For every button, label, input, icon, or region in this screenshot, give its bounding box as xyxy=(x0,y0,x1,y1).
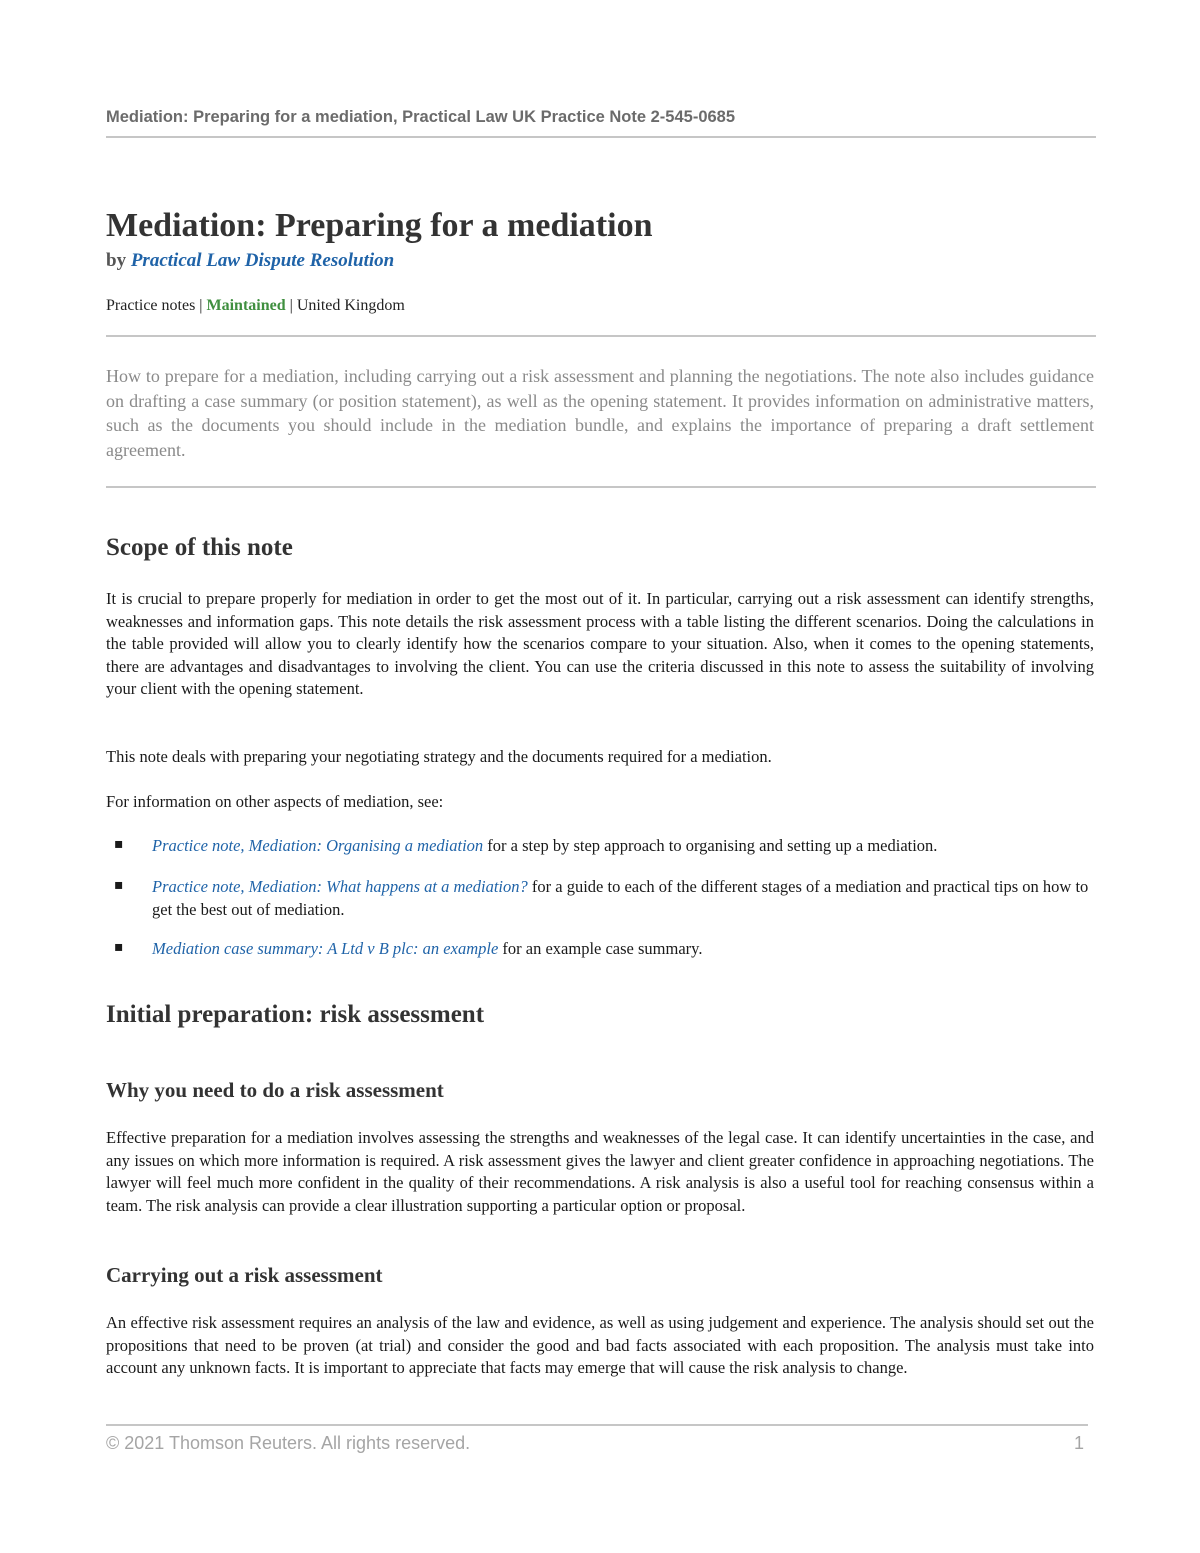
case-summary-link[interactable]: Mediation case summary: A Ltd v B plc: an example xyxy=(152,939,499,958)
byline-prefix: by xyxy=(106,250,131,271)
bullet-glyph: ▪ xyxy=(114,836,124,852)
meta-separator: | xyxy=(285,297,297,314)
author-link[interactable]: Practical Law Dispute Resolution xyxy=(130,250,395,271)
meta-jurisdiction: United Kingdom xyxy=(296,297,405,314)
list-item-text: for an example case summary. xyxy=(498,939,703,958)
list-item xyxy=(114,876,1094,921)
header-divider xyxy=(106,136,1096,138)
abstract: How to prepare for a mediation, including carrying out a risk assessment and planning the negotiations. The note also includes guidance on drafting a case summary (or position statement), as well as the opening statement. It provides information on administrative matters, such as the documents you should include in the mediation bundle, and explains the importance of preparing a draft settlement agreement. xyxy=(106,366,1094,460)
meta-separator: | xyxy=(195,297,207,314)
practice-note-link[interactable]: Practice note, Mediation: What happens at a mediation? xyxy=(152,877,528,896)
why-paragraph: Effective preparation for a mediation involves assessing the strengths and weaknesses of the legal case. It can identify uncertainties in the case, and any issues on which more information is required. A risk assessment gives the lawyer and client greater confidence in approaching negotiations. The lawyer will feel much more confident in the quality of their recommendations. A risk analysis is also a useful tool for reaching consensus within a team. The risk analysis can provide a clear illustration supporting a particular option or proposal. xyxy=(106,1128,1094,1215)
bullet-glyph: ▪ xyxy=(114,877,124,893)
list-item xyxy=(114,938,1094,961)
meta-type: Practice notes xyxy=(106,297,196,314)
document-title: Mediation: Preparing for a mediation xyxy=(106,207,653,244)
page-number: 1 xyxy=(1074,1433,1085,1453)
list-item-text: for a step by step approach to organising and setting up a mediation. xyxy=(483,836,938,855)
footer-copyright: © 2021 Thomson Reuters. All rights reserved. xyxy=(106,1433,471,1453)
footer-divider xyxy=(106,1424,1088,1426)
byline xyxy=(106,250,394,272)
subheading-carrying-out: Carrying out a risk assessment xyxy=(106,1263,383,1287)
section-heading-risk: Initial preparation: risk assessment xyxy=(106,1001,485,1028)
abstract-divider xyxy=(106,486,1096,488)
section-heading-scope: Scope of this note xyxy=(106,534,293,561)
running-header: Mediation: Preparing for a mediation, Practical Law UK Practice Note 2-545-0685 xyxy=(106,108,736,126)
list-item xyxy=(114,835,1094,858)
practice-note-link[interactable]: Practice note, Mediation: Organising a mediation xyxy=(152,836,484,855)
scope-paragraph-2: This note deals with preparing your negotiating strategy and the documents required for a mediation. xyxy=(106,747,772,766)
meta-divider xyxy=(106,335,1096,337)
subheading-why-risk: Why you need to do a risk assessment xyxy=(106,1078,444,1102)
bullet-glyph: ▪ xyxy=(114,939,124,955)
scope-paragraph-1: It is crucial to prepare properly for mediation in order to get the most out of it. In particular, carrying out a risk assessment can identify strengths, weaknesses and information gaps. This note details the risk assessment process with a table listing the different scenarios. Doing the calculations in the table provided will allow you to clearly identify how the scenarios compare to your situation. Also, when it comes to the opening statements, there are advantages and disadvantages to involving the client. You can use the criteria discussed in this note to assess the suitability of involving your client with the opening statement. xyxy=(106,589,1094,699)
scope-paragraph-3: For information on other aspects of mediation, see: xyxy=(106,792,444,811)
meta-status: Maintained xyxy=(206,297,286,314)
carrying-paragraph: An effective risk assessment requires an analysis of the law and evidence, as well as using judgement and experience. The analysis should set out the propositions that need to be proven (at trial) and consider the good and bad facts associated with each proposition. The analysis must take into account any unknown facts. It is important to appreciate that facts may emerge that will cause the risk analysis to change. xyxy=(106,1313,1094,1378)
list-item-text: for a guide to each of the different stages of a mediation and practical tips on how to get the best out of mediation. xyxy=(152,877,1089,919)
document-meta xyxy=(106,297,405,315)
document-page xyxy=(106,0,1096,1553)
